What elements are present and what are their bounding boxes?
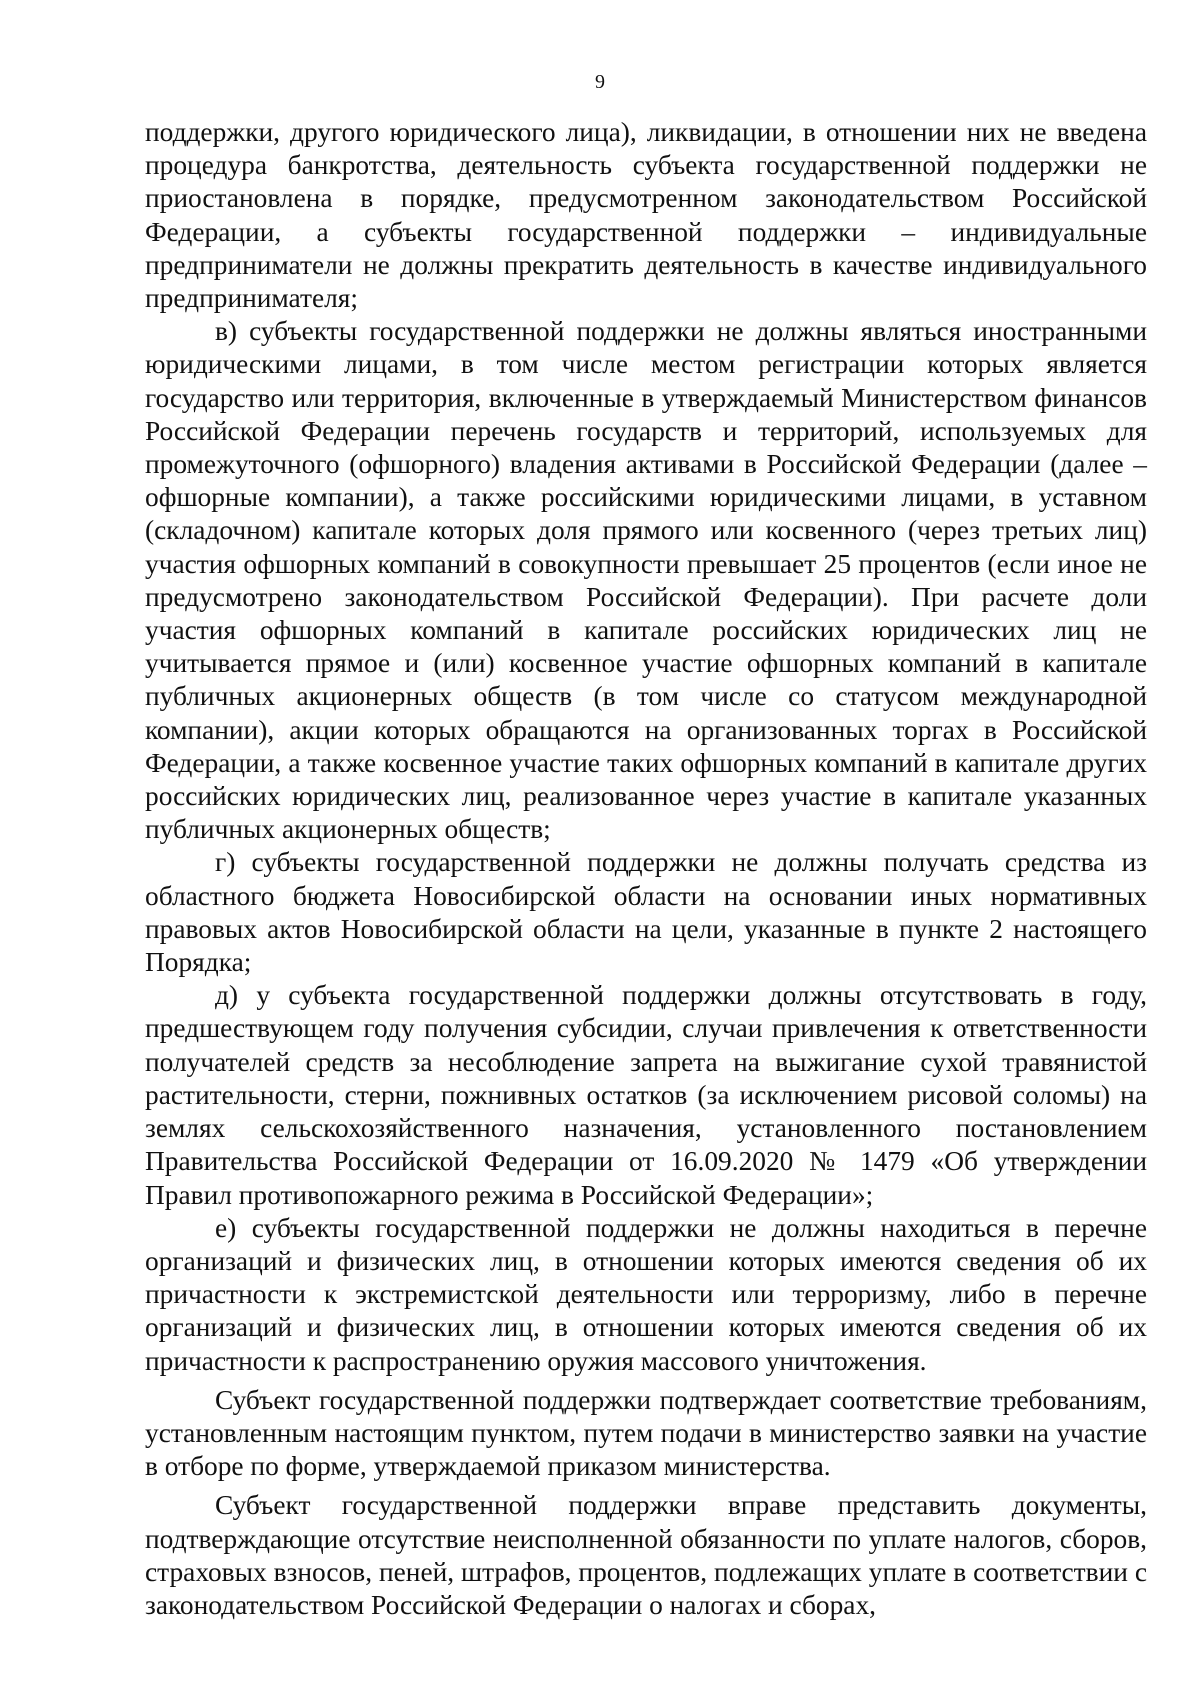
paragraph-item-g: г) субъекты государственной поддержки не должны получать средства из областного бюджета Новосибирской области на основании иных нормативных правовых актов Новосибирской области на цели, указанные в пункте 2 настоящего Порядка; xyxy=(145,847,1147,978)
paragraph-item-e: е) субъекты государственной поддержки не должны находиться в перечне организаций и физических лиц, в отношении которых имеются сведения об их причастности к экстремистской деятельности или терроризму, либо в перечне организаций и физических лиц, в отношении которых имеются сведения об их причастности к распространению оружия массового уничтожения. xyxy=(145,1212,1147,1376)
document-body xyxy=(145,116,1147,1622)
page-number: 9 xyxy=(595,71,605,93)
paragraph-continuation: поддержки, другого юридического лица), ликвидации, в отношении них не введена процедура банкротства, деятельность субъекта государственной поддержки не приостановлена в порядке, предусмотренном законодательством Российской Федерации, а субъекты государственной поддержки – индивидуальные предприниматели не должны прекратить деятельность в качестве индивидуального предпринимателя; xyxy=(145,117,1147,314)
paragraph-confirmation: Субъект государственной поддержки подтверждает соответствие требованиям, установленным настоящим пунктом, путем подачи в министерство заявки на участие в отборе по форме, утверждаемой приказом министерства. xyxy=(145,1384,1147,1482)
paragraph-item-d: д) у субъекта государственной поддержки должны отсутствовать в году, предшествующем году получения субсидии, случаи привлечения к ответственности получателей средств за несоблюдение запрета на выжигание сухой травянистой растительности, стерни, пожнивных остатков (за исключением рисовой соломы) на землях сельскохозяйственного назначения, установленного постановлением Правительства Российской Федерации от 16.09.2020 № 1479 «Об утверждении Правил противопожарного режима в Российской Федерации»; xyxy=(145,980,1147,1210)
paragraph-documents: Субъект государственной поддержки вправе представить документы, подтверждающие отсутствие неисполненной обязанности по уплате налогов, сборов, страховых взносов, пеней, штрафов, процентов, подлежащих уплате в соответствии с законодательством Российской Федерации о налогах и сборах, xyxy=(145,1490,1147,1620)
paragraph-item-v: в) субъекты государственной поддержки не должны являться иностранными юридическими лицами, в том числе местом регистрации которых является государство или территория, включенные в утверждаемый Министерством финансов Российской Федерации перечень государств и территорий, используемых для промежуточного (офшорного) владения активами в Российской Федерации (далее – офшорные компании), а также российскими юридическими лицами, в уставном (складочном) капитале которых доля прямого или косвенного (через третьих лиц) участия офшорных компаний в совокупности превышает 25 процентов (если иное не предусмотрено законодательством Российской Федерации). При расчете доли участия офшорных компаний в капитале российских юридических лиц не учитывается прямое и (или) косвенное участие офшорных компаний в капитале публичных акционерных обществ (в том числе со статусом международной компании), акции которых обращаются на организованных торгах в Российской Федерации, а также косвенное участие таких офшорных компаний в капитале других российских юридических лиц, реализованное через участие в капитале указанных публичных акционерных обществ; xyxy=(145,316,1147,845)
